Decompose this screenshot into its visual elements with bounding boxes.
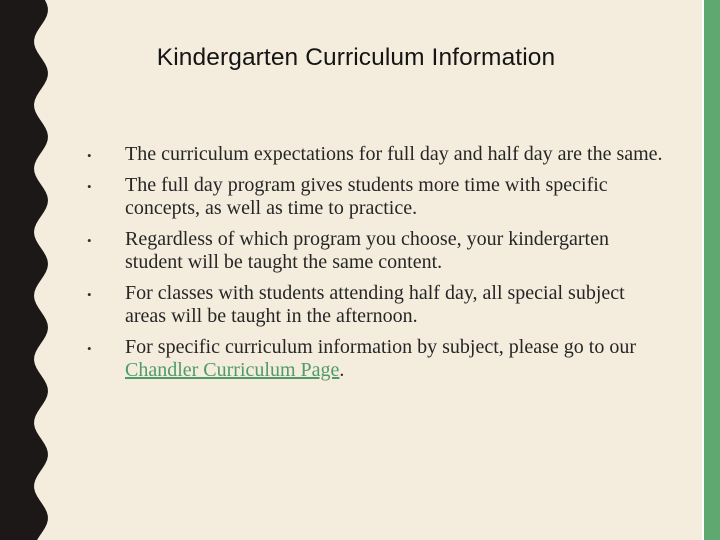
bullet-text: The full day program gives students more time with specific concepts, as well as time to practice. bbox=[125, 174, 608, 219]
bullet-text: The curriculum expectations for full day and half day are the same. bbox=[125, 143, 663, 165]
bullet-text: For classes with students attending half day, all special subject areas will be taught in the afternoon. bbox=[125, 282, 625, 327]
bullet-item bbox=[84, 174, 664, 220]
right-accent-stripe bbox=[704, 0, 720, 540]
chandler-curriculum-link[interactable]: Chandler Curriculum Page bbox=[125, 359, 340, 381]
wavy-border-shape bbox=[0, 0, 48, 540]
bullet-item bbox=[84, 282, 664, 328]
bullet-text-before-link: For specific curriculum information by subject, please go to our bbox=[125, 336, 636, 358]
bullet-item bbox=[84, 228, 664, 274]
bullet-dot-icon: • bbox=[87, 233, 92, 248]
bullet-dot-icon: • bbox=[87, 341, 92, 356]
slide-title: Kindergarten Curriculum Information bbox=[156, 44, 556, 71]
bullet-item bbox=[84, 336, 664, 382]
bullet-dot-icon: • bbox=[87, 179, 92, 194]
bullet-dot-icon: • bbox=[87, 287, 92, 302]
bullet-text-after-link: . bbox=[339, 359, 345, 381]
wavy-left-border bbox=[0, 0, 60, 540]
bullet-list bbox=[84, 143, 664, 390]
bullet-text: Regardless of which program you choose, your kindergarten student will be taught the same content. bbox=[125, 228, 609, 273]
bullet-dot-icon: • bbox=[87, 148, 92, 163]
bullet-item bbox=[84, 143, 664, 166]
